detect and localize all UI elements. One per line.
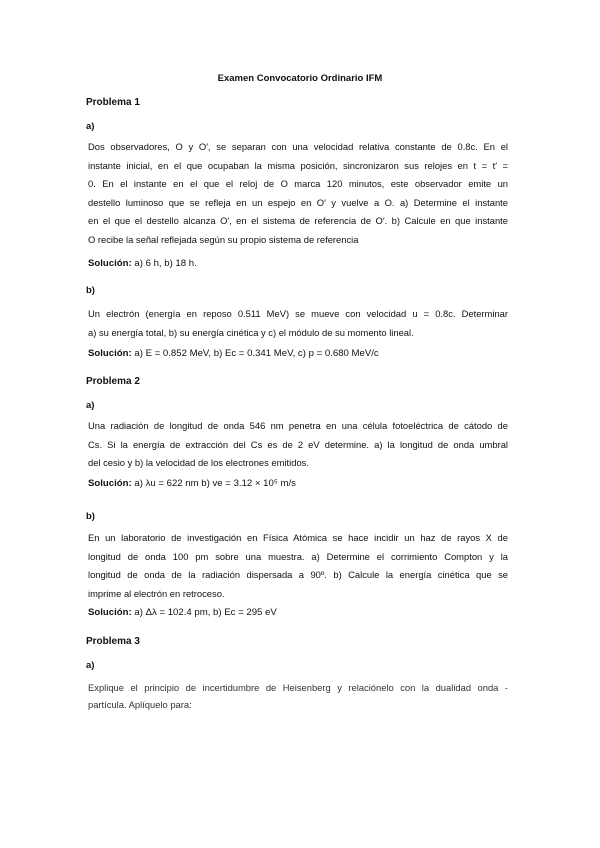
problem-3a-label: a) bbox=[86, 660, 95, 671]
solution-text: a) Δλ = 102.4 pm, b) Ec = 295 eV bbox=[134, 607, 277, 618]
solution-text: a) λu = 622 nm b) ve = 3.12 × 10⁵ m/s bbox=[134, 478, 296, 489]
problem-3a-statement bbox=[88, 680, 508, 713]
problem-1-heading: Problema 1 bbox=[86, 97, 140, 108]
solution-label: Solución: bbox=[88, 258, 132, 269]
statement-line: En un laboratorio de investigación en Física Atómica se hace incidir un haz de rayos X de bbox=[88, 532, 508, 543]
problem-1b-statement bbox=[88, 305, 508, 342]
problem-3-heading: Problema 3 bbox=[86, 636, 140, 647]
solution-text: a) 6 h, b) 18 h. bbox=[134, 258, 197, 269]
problem-1b-solution bbox=[88, 348, 379, 359]
problem-2a-label: a) bbox=[86, 400, 95, 411]
solution-label: Solución: bbox=[88, 348, 132, 359]
solution-text: a) E = 0.852 MeV, b) Ec = 0.341 MeV, c) p = 0.680 MeV/c bbox=[134, 348, 379, 359]
statement-line: partícula. Aplíquelo para: bbox=[88, 698, 192, 710]
problem-1a-statement bbox=[88, 138, 508, 250]
problem-2a-solution bbox=[88, 478, 296, 489]
problem-2b-statement bbox=[88, 529, 508, 603]
statement-line: 0. En el instante en el que el reloj de O marca 120 minutos, este observador emite un bbox=[88, 178, 508, 190]
problem-1b-label: b) bbox=[86, 285, 95, 296]
statement-line: instante inicial, en el que ocupaban la misma posición, sincronizaron sus relojes en t = t′ = bbox=[88, 159, 508, 171]
statement-line: Explique el principio de incertidumbre de Heisenberg y relaciónelo con la dualidad onda - bbox=[88, 682, 508, 693]
statement-line: a) su energía total, b) su energía cinética y c) el módulo de su momento lineal. bbox=[88, 326, 414, 338]
solution-label: Solución: bbox=[88, 607, 132, 618]
statement-line: en el que el destello alcanza O′, en el sistema de referencia de O′. b) Calcule en que instante bbox=[88, 215, 508, 227]
problem-2b-solution bbox=[88, 607, 277, 618]
solution-label: Solución: bbox=[88, 478, 132, 489]
problem-1a-label: a) bbox=[86, 121, 95, 132]
statement-line: longitud de onda de la radiación dispersada a 90º. b) Calcule la energía cinética que se bbox=[88, 569, 508, 581]
problem-2b-label: b) bbox=[86, 511, 95, 522]
statement-line: O recibe la señal reflejada según su propio sistema de referencia bbox=[88, 233, 359, 245]
statement-line: Un electrón (energía en reposo 0.511 MeV) se mueve con velocidad u = 0.8c. Determinar bbox=[88, 308, 508, 319]
statement-line: destello luminoso que se refleja en un espejo en O′ y vuelve a O. a) Determine el instante bbox=[88, 196, 508, 208]
page-title: Examen Convocatorio Ordinario IFM bbox=[217, 73, 383, 84]
problem-1a-solution bbox=[88, 258, 197, 269]
problem-2a-statement bbox=[88, 417, 508, 473]
statement-line: Cs. Si la energía de extracción del Cs es de 2 eV determine. a) la longitud de onda umbral bbox=[88, 438, 508, 450]
statement-line: del cesio y b) la velocidad de los electrones emitidos. bbox=[88, 457, 309, 469]
statement-line: Una radiación de longitud de onda 546 nm penetra en una célula fotoeléctrica de cátodo de bbox=[88, 420, 508, 431]
problem-2-heading: Problema 2 bbox=[86, 376, 140, 387]
statement-line: longitud de onda 100 pm sobre una muestra. a) Determine el corrimiento Compton y la bbox=[88, 550, 508, 562]
statement-line: imprime al electrón en retroceso. bbox=[88, 587, 225, 599]
statement-line: Dos observadores, O y O′, se separan con una velocidad relativa constante de 0.8c. En el bbox=[88, 141, 508, 152]
